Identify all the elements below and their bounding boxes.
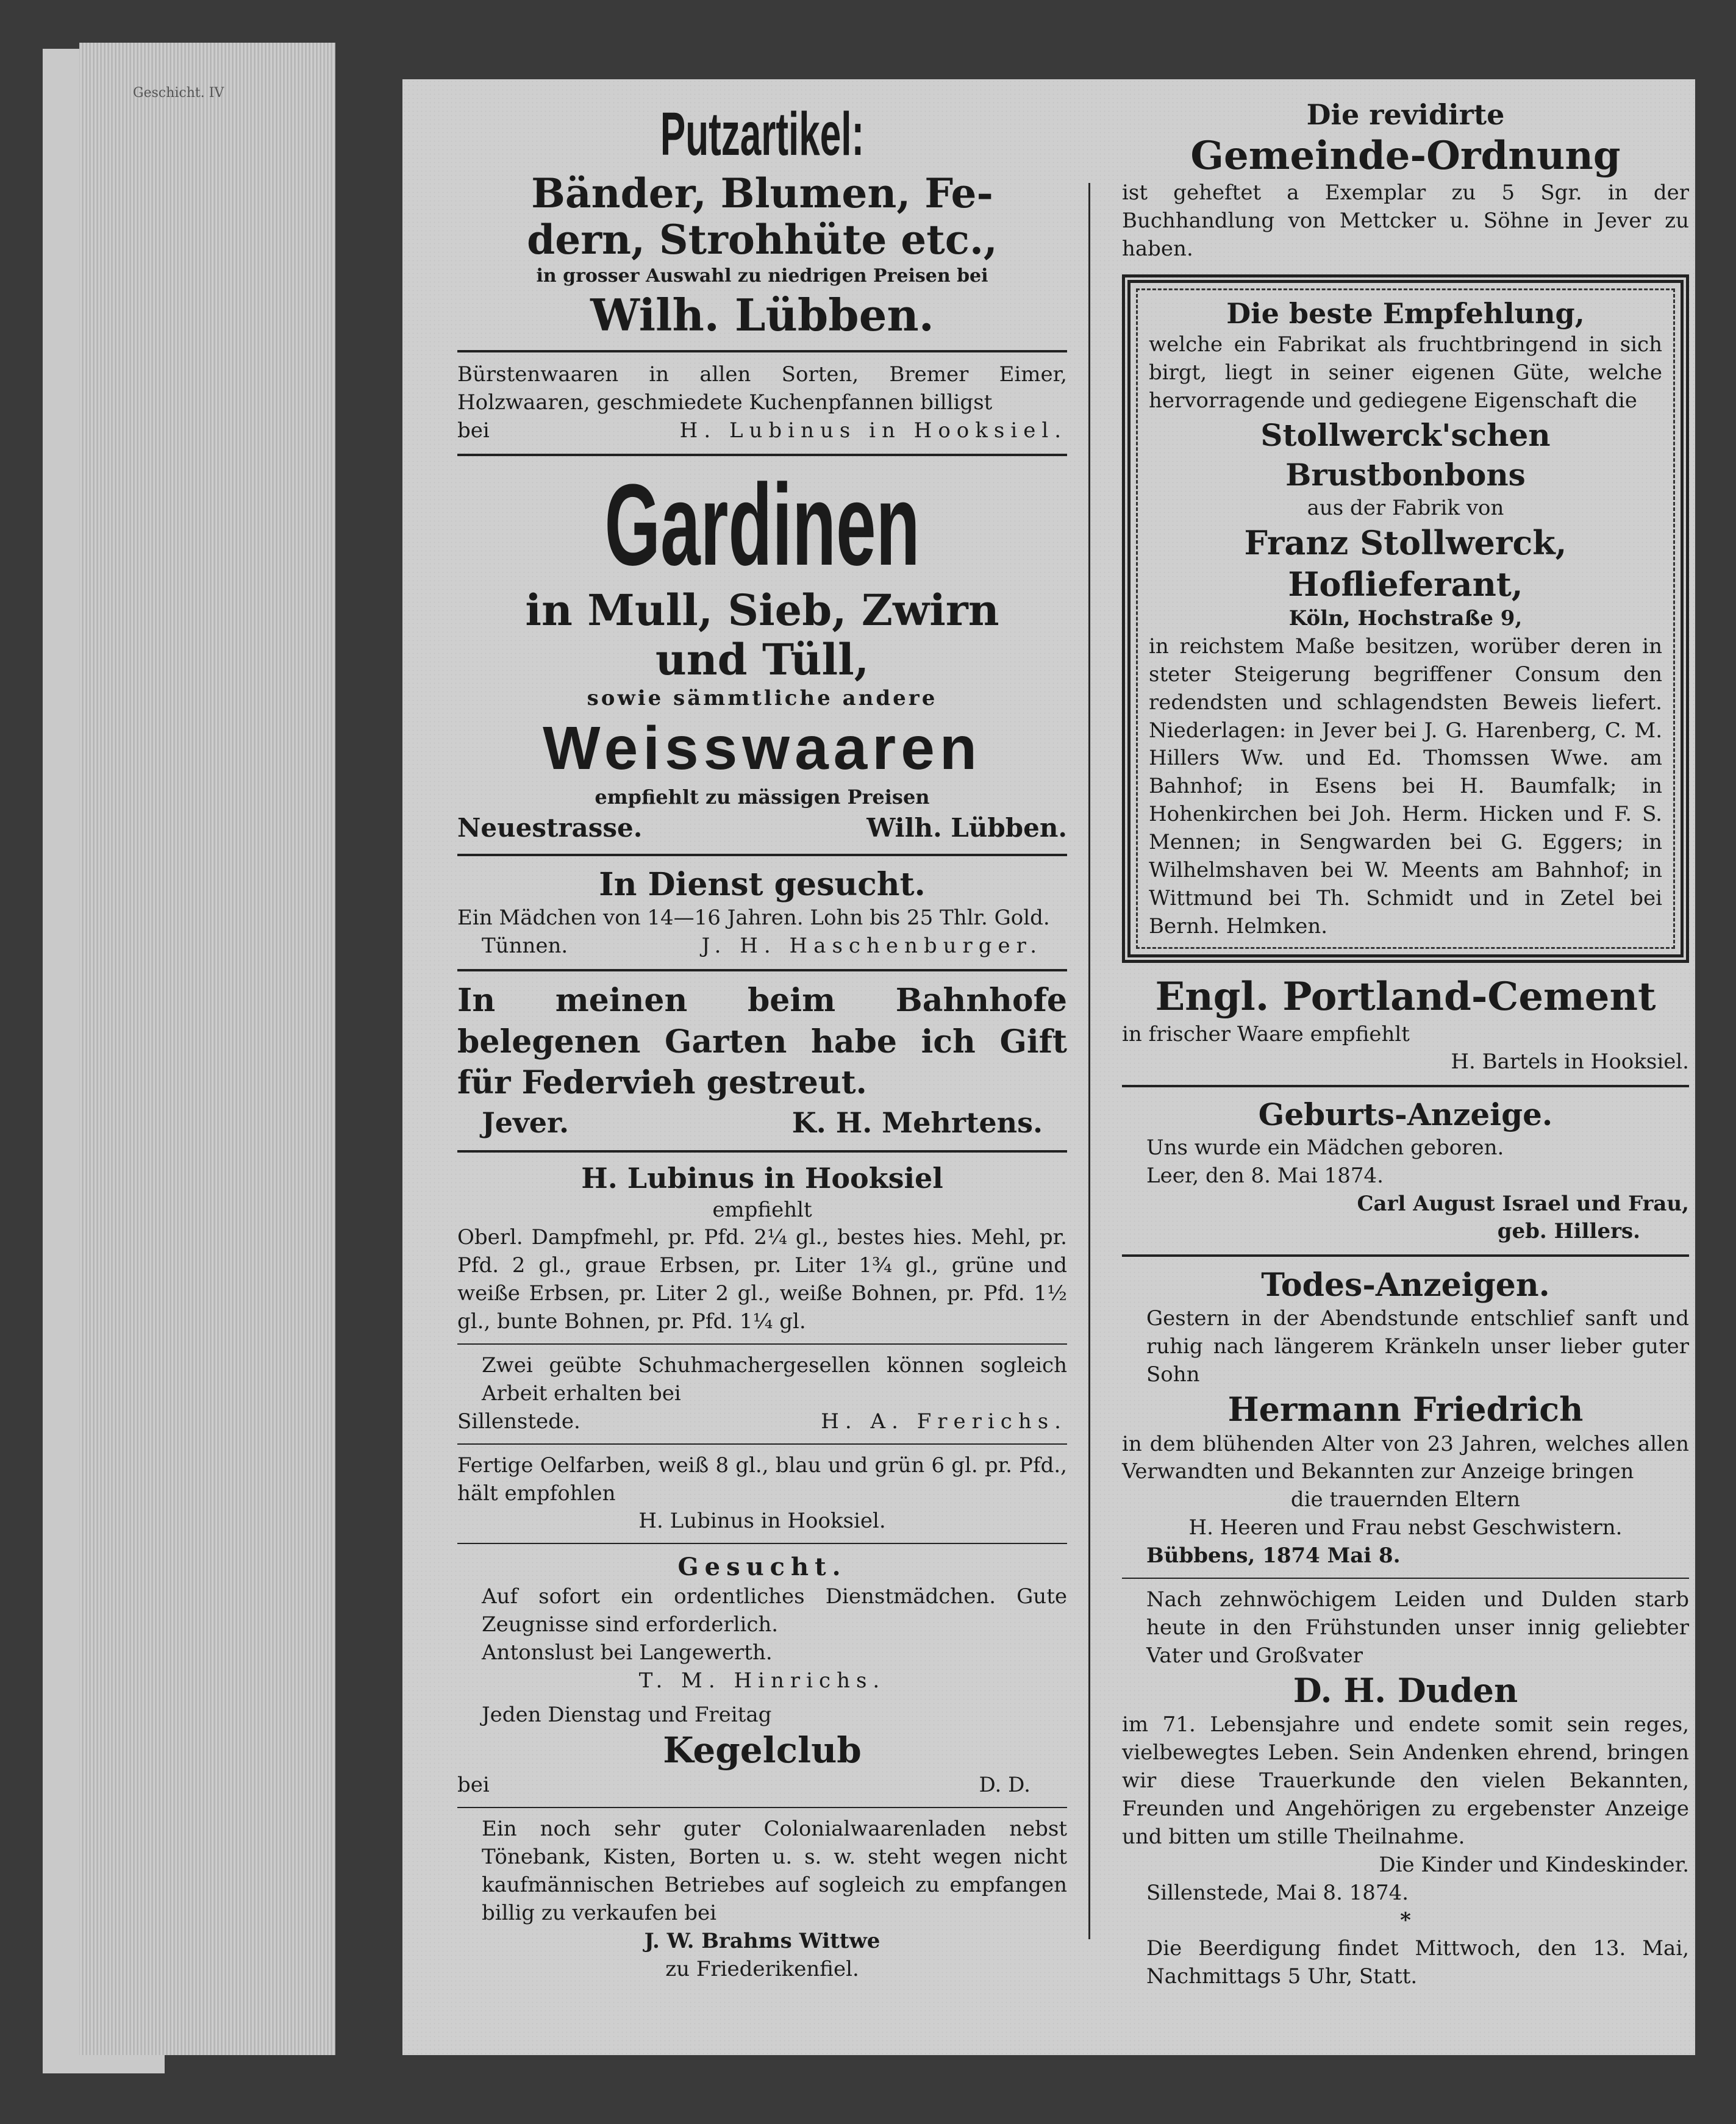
buerst-bei: bei — [457, 418, 490, 443]
lubinus-title: H. Lubinus in Hooksiel — [581, 1162, 943, 1195]
ad-portland-cement — [1122, 974, 1689, 1077]
tod-text3: die trauernden Eltern — [1290, 1487, 1521, 1512]
tod-name2: D. H. Duden — [1293, 1670, 1518, 1710]
tod-text7: Die Beerdigung findet Mittwoch, den 13. Mai, Nachmittags 5 Uhr, Statt. — [1146, 1936, 1689, 1989]
geb-sig1: Carl August Israel und Frau, — [1357, 1191, 1689, 1216]
gift-sig-left: Jever. — [482, 1106, 570, 1139]
gardinen-weisswaaren: Weisswaaren — [543, 713, 982, 782]
putz-title: Putzartikel: — [660, 100, 865, 168]
ad-schuhmacher — [457, 1352, 1067, 1436]
tod-text6: im 71. Lebensjahre und endete somit sein reges, vielbewegtes Leben. Sein Andenken ehrend, bringen wir diese Trauerkunde den vielen Bekannten, Freunden und Angehörigen zu ergebenster Anzeige und bitten um stille Theilnahme. — [1122, 1712, 1689, 1849]
gesucht-text: Auf sofort ein ordentliches Dienstmädchen. Gute Zeugnisse sind erforderlich. — [482, 1584, 1067, 1637]
lubinus-sub: empfiehlt — [712, 1197, 812, 1222]
separator — [457, 1807, 1067, 1808]
gardinen-line4: empfiehlt zu mässigen Preisen — [595, 785, 930, 809]
left-column — [457, 98, 1067, 1990]
gesucht-title: Gesucht. — [677, 1553, 847, 1582]
gift-sig-right: K. H. Mehrtens. — [791, 1106, 1043, 1139]
schuh-sig-left: Sillenstede. — [457, 1409, 580, 1434]
ad-stollwerck-frame — [1122, 274, 1689, 963]
cem-title: Engl. Portland-Cement — [1155, 973, 1656, 1020]
gardinen-line3: sowie sämmtliche andere — [587, 686, 938, 711]
gesucht-place: Antonslust bei Langewerth. — [482, 1640, 773, 1665]
dienst-title: In Dienst gesucht. — [599, 866, 926, 904]
ad-buerstenwaaren — [457, 361, 1067, 445]
right-column — [1122, 98, 1689, 1997]
st-aus: aus der Fabrik von — [1307, 496, 1504, 521]
kegel-signature: D. D. — [979, 1773, 1031, 1798]
gem-text: ist geheftet a Exemplar zu 5 Sgr. in der Buchhandlung von Mettcker u. Söhne in Jever zu haben. — [1122, 181, 1689, 262]
geb-text: Uns wurde ein Mädchen geboren. — [1146, 1135, 1504, 1160]
st-text1: welche ein Fabrikat als fruchtbringend in sich birgt, liegt in seiner eigenen Güte, welche hervorragende und gediegene Eigenschaft die — [1149, 332, 1662, 413]
dienst-text: Ein Mädchen von 14—16 Jahren. Lohn bis 25 Thlr. Gold. — [457, 906, 1050, 931]
ad-geburts-anzeige — [1122, 1096, 1689, 1246]
tod-signature: Die Kinder und Kindeskinder. — [1379, 1852, 1689, 1877]
lubinus-text: Oberl. Dampfmehl, pr. Pfd. 2¼ gl., bestes hies. Mehl, pr. Pfd. 2 gl., graue Erbsen, pr. Liter 1¾ gl., grüne und weiße Erbsen, pr. Liter 2 gl., weiße Bohnen, pr. Pfd. 1½ gl., bunte Bohnen, pr. Pfd. 1¼ gl. — [457, 1225, 1067, 1334]
st-text2: in reichstem Maße besitzen, worüber deren in steter Steigerung begriffener Consum den redendsten und schlagendsten Beweis liefert. Niederlagen: in Jever bei J. G. Harenberg, C. M. Hillers Ww. und Ed. Thomssen Wwe. am Bahnhof; in Esens bei H. Baumfalk; in Hohenkirchen bei Joh. Herm. Hicken und F. S. Mennen; in Sengwarden bei G. Eggers; in Wilhelmshaven bei W. Meents am Bahnhof; in Wittmund bei Th. Schmidt und in Zetel bei Bernh. Helmken. — [1149, 634, 1662, 939]
margin-label: Geschicht. IV — [133, 85, 224, 101]
schuh-text: Zwei geübte Schuhmachergesellen können sogleich Arbeit erhalten bei — [482, 1353, 1067, 1406]
gesucht-signature: T. M. Hinrichs. — [638, 1668, 886, 1693]
putz-name: Wilh. Lübben. — [590, 288, 934, 341]
separator — [1122, 1254, 1689, 1257]
ad-putzartikel — [457, 98, 1067, 341]
separator — [457, 1543, 1067, 1544]
st-title: Die beste Empfehlung, — [1226, 296, 1585, 330]
separator — [1122, 1085, 1689, 1087]
colon-sig2: zu Friederikenfiel. — [665, 1956, 859, 1981]
ad-in-dienst-gesucht — [457, 865, 1067, 960]
gem-title: Gemeinde-Ordnung — [1190, 132, 1621, 179]
geb-title: Geburts-Anzeige. — [1258, 1096, 1553, 1133]
putz-line1: Bänder, Blumen, Fe- — [531, 170, 993, 217]
separator — [457, 969, 1067, 971]
separator — [457, 1343, 1067, 1345]
kegel-title: Kegelclub — [663, 1729, 862, 1771]
schuh-sig-right: H. A. Frerichs. — [821, 1409, 1067, 1434]
oel-text: Fertige Oelfarben, weiß 8 gl., blau und grün 6 gl. pr. Pfd., hält empfohlen — [457, 1453, 1067, 1506]
geb-date: Leer, den 8. Mai 1874. — [1146, 1163, 1384, 1188]
cem-text: in frischer Waare empfiehlt — [1122, 1021, 1410, 1046]
kegel-pre: Jeden Dienstag und Freitag — [482, 1702, 772, 1727]
tod-star: * — [1400, 1908, 1411, 1933]
gem-line1: Die revidirte — [1306, 98, 1505, 131]
book-page-edges — [79, 43, 335, 2055]
separator — [1122, 1578, 1689, 1579]
buerst-text: Bürstenwaaren in allen Sorten, Bremer Eimer, Holzwaaren, geschmiedete Kuchenpfannen billigst — [457, 362, 1067, 415]
tod-name1: Hermann Friedrich — [1227, 1390, 1584, 1429]
ad-todes-anzeigen — [1122, 1265, 1689, 1991]
tod-title: Todes-Anzeigen. — [1261, 1267, 1550, 1304]
ad-gift-federvieh — [457, 980, 1067, 1142]
cem-signature: H. Bartels in Hooksiel. — [1451, 1049, 1689, 1075]
tod-text4: H. Heeren und Frau nebst Geschwistern. — [1188, 1515, 1623, 1540]
tod-text2: in dem blühenden Alter von 23 Jahren, welches allen Verwandten und Bekannten zur Anzeige bringen — [1122, 1431, 1689, 1484]
ad-gesucht — [457, 1551, 1067, 1695]
ad-colonialwaarenladen — [457, 1815, 1067, 1983]
dienst-sig-right: J. H. Haschenburger. — [701, 934, 1043, 959]
separator — [457, 1443, 1067, 1445]
tod-text5: Nach zehnwöchigem Leiden und Dulden starb heute in den Frühstunden unser innig geliebter Vater und Großvater — [1146, 1587, 1689, 1668]
separator — [457, 854, 1067, 856]
separator — [457, 454, 1067, 456]
st-city: Köln, Hochstraße 9, — [1288, 606, 1523, 631]
tod-text1: Gestern in der Abendstunde entschlief sanft und ruhig nach längerem Kränkeln unser lieber guter Sohn — [1146, 1306, 1689, 1387]
st-firm: Franz Stollwerck, Hoflieferant, — [1244, 523, 1567, 604]
putz-line3: in grosser Auswahl zu niedrigen Preisen bei — [536, 265, 988, 287]
buerst-signature: H. Lubinus in Hooksiel. — [679, 418, 1067, 443]
gardinen-line2: und Tüll, — [655, 634, 870, 685]
tod-date2: Sillenstede, Mai 8. 1874. — [1146, 1880, 1409, 1905]
st-name: Stollwerck'schen Brustbonbons — [1260, 417, 1551, 493]
separator — [457, 1150, 1067, 1153]
colon-text: Ein noch sehr guter Colonialwaarenladen nebst Tönebank, Kisten, Borten u. s. w. steht wegen nicht kaufmännischen Betriebes auf sogleich zu empfangen billig zu verkaufen bei — [482, 1817, 1067, 1925]
separator — [457, 350, 1067, 352]
column-divider — [1088, 183, 1090, 1939]
gardinen-sig-left: Neuestrasse. — [457, 812, 643, 843]
oel-signature: H. Lubinus in Hooksiel. — [638, 1509, 886, 1534]
putz-line2: dern, Strohhüte etc., — [527, 215, 998, 263]
gardinen-line1: in Mull, Sieb, Zwirn — [525, 585, 999, 636]
ad-gardinen — [457, 460, 1067, 846]
ad-oelfarben — [457, 1452, 1067, 1536]
geb-sig2: geb. Hillers. — [1497, 1219, 1640, 1244]
ad-kegelclub — [457, 1701, 1067, 1800]
tod-date1: Bübbens, 1874 Mai 8. — [1146, 1543, 1401, 1568]
colon-sig1: J. W. Brahms Wittwe — [644, 1928, 881, 1953]
gift-text: In meinen beim Bahnhofe belegenen Garten habe ich Gift für Federvieh gestreut. — [457, 982, 1067, 1102]
kegel-bei: bei — [457, 1773, 490, 1798]
ad-lubinus-dampfmehl — [457, 1161, 1067, 1336]
gardinen-sig-right: Wilh. Lübben. — [866, 812, 1067, 843]
ad-gemeinde-ordnung — [1122, 98, 1689, 263]
dienst-sig-left: Tünnen. — [482, 934, 568, 959]
gardinen-title: Gardinen — [604, 460, 920, 590]
